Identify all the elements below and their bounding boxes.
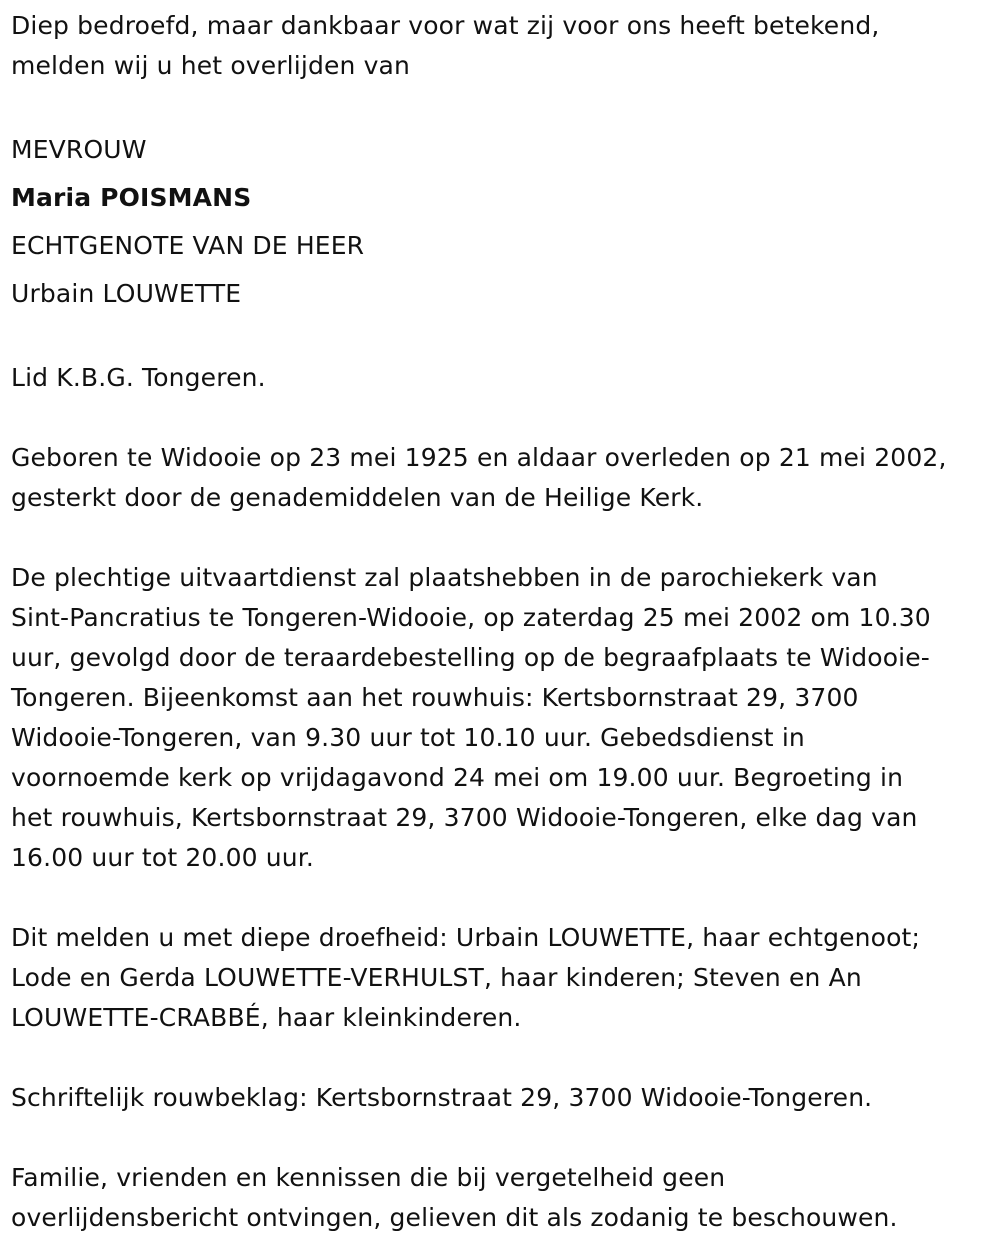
funeral-line: 16.00 uur tot 20.00 uur.	[11, 843, 315, 872]
condolences-line: Schriftelijk rouwbeklag: Kertsbornstraat 29, 3700 Widooie-Tongeren.	[11, 1083, 873, 1112]
membership-line	[11, 358, 991, 398]
spacer	[11, 1038, 991, 1078]
deceased-block	[11, 126, 991, 318]
spacer	[11, 86, 991, 126]
condolences-paragraph	[11, 1078, 991, 1118]
spacer	[11, 398, 991, 438]
funeral-line: De plechtige uitvaartdienst zal plaatshebben in de parochiekerk van	[11, 563, 878, 592]
birth-death-paragraph	[11, 438, 991, 518]
spacer	[11, 518, 991, 558]
obituary-notice	[11, 6, 991, 1238]
funeral-line: Widooie-Tongeren, van 9.30 uur tot 10.10 uur. Gebedsdienst in	[11, 723, 805, 752]
funeral-line: Tongeren. Bijeenkomst aan het rouwhuis: Kertsbornstraat 29, 3700	[11, 683, 859, 712]
membership-text: Lid K.B.G. Tongeren.	[11, 363, 266, 392]
intro-line: melden wij u het overlijden van	[11, 51, 411, 80]
mourners-paragraph	[11, 918, 991, 1038]
mourners-line: Lode en Gerda LOUWETTE-VERHULST, haar kinderen; Steven en An	[11, 963, 862, 992]
closing-line: Familie, vrienden en kennissen die bij vergetelheid geen	[11, 1163, 726, 1192]
mourners-line: Dit melden u met diepe droefheid: Urbain LOUWETTE, haar echtgenoot;	[11, 923, 921, 952]
funeral-paragraph	[11, 558, 991, 878]
intro-line: Diep bedroefd, maar dankbaar voor wat zij voor ons heeft betekend,	[11, 11, 880, 40]
funeral-line: Sint-Pancratius te Tongeren-Widooie, op zaterdag 25 mei 2002 om 10.30	[11, 603, 931, 632]
deceased-name: Maria POISMANS	[11, 183, 252, 212]
birth-death-line: gesterkt door de genademiddelen van de Heilige Kerk.	[11, 483, 704, 512]
spacer	[11, 878, 991, 918]
spacer	[11, 318, 991, 358]
funeral-line: voornoemde kerk op vrijdagavond 24 mei om 19.00 uur. Begroeting in	[11, 763, 904, 792]
deceased-relation: ECHTGENOTE VAN DE HEER	[11, 231, 365, 260]
intro-paragraph	[11, 6, 991, 86]
spouse-name: Urbain LOUWETTE	[11, 279, 242, 308]
funeral-line: uur, gevolgd door de teraardebestelling op de begraafplaats te Widooie-	[11, 643, 930, 672]
birth-death-line: Geboren te Widooie op 23 mei 1925 en aldaar overleden op 21 mei 2002,	[11, 443, 947, 472]
closing-paragraph	[11, 1158, 991, 1238]
mourners-line: LOUWETTE-CRABBÉ, haar kleinkinderen.	[11, 1003, 522, 1032]
funeral-line: het rouwhuis, Kertsbornstraat 29, 3700 Widooie-Tongeren, elke dag van	[11, 803, 918, 832]
closing-line: overlijdensbericht ontvingen, gelieven dit als zodanig te beschouwen.	[11, 1203, 898, 1232]
spacer	[11, 1118, 991, 1158]
deceased-title: MEVROUW	[11, 135, 147, 164]
